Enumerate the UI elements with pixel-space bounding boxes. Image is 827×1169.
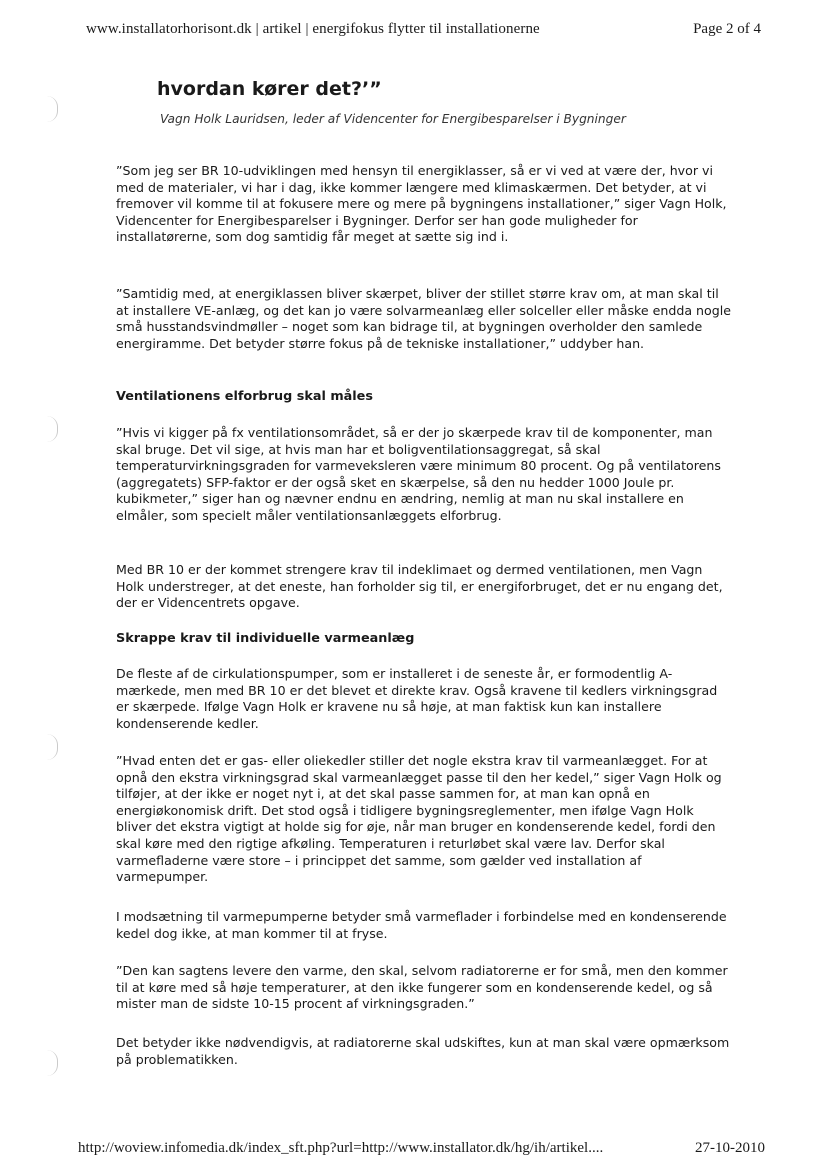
paragraph: ”Den kan sagtens levere den varme, den skal, selvom radiatorerne er for små, men den kommer til at køre med så høje temperaturer, at den ikke fungerer som en kondenserende kedel, og så mister man de sidste 10-15 procent af virkningsgraden.”	[116, 963, 728, 1012]
print-date: 27-10-2010	[695, 1140, 765, 1156]
paragraph: Med BR 10 er der kommet strengere krav til indeklimaet og dermed ventilationen, men Vagn Holk understreger, at det eneste, han forholder sig til, er energiforbruget, det er nu engang det, der er Videncentrets opgave.	[116, 562, 723, 611]
paragraph: Det betyder ikke nødvendigvis, at radiatorerne skal udskiftes, kun at man skal være opmærksom på problematikken.	[116, 1035, 730, 1067]
page-header-url: www.installatorhorisont.dk | artikel | energifokus flytter til installationerne	[86, 21, 540, 37]
binding-hole-mark	[47, 416, 58, 442]
paragraph: ”Som jeg ser BR 10-udviklingen med hensyn til energiklasser, så er vi ved at være der, hvor vi med de materialer, vi har i dag, ikke kommer længere med klimaskærmen. Det betyder, at vi fremover vil komme til at fokusere mere og mere på bygningens installationer,” siger Vagn Holk, Videncenter for Energibesparelser i Bygninger. Derfor ser han gode muligheder for installatørerne, som dog samtidig får meget at sætte sig ind i.	[116, 163, 727, 245]
paragraph: De fleste af de cirkulationspumper, som er installeret i de seneste år, er formodentlig A-mærkede, men med BR 10 er det blevet et direkte krav. Også kravene til kedlers virkningsgrad er skærpede. Ifølge Vagn Holk er kravene nu så høje, at man faktisk kun kan installere kondenserende kedler.	[116, 666, 718, 731]
section-heading: Skrappe krav til individuelle varmeanlæg	[116, 631, 415, 646]
page-number: Page 2 of 4	[693, 21, 761, 37]
binding-hole-mark	[47, 734, 58, 760]
article-byline: Vagn Holk Lauridsen, leder af Videncenter for Energibesparelser i Bygninger	[160, 112, 626, 126]
paragraph: ”Hvis vi kigger på fx ventilationsområdet, så er der jo skærpede krav til de komponenter, man skal bruge. Det vil sige, at hvis man har et boligventilationsaggregat, så skal temperaturvirkningsgraden for varmeveksleren være minimum 80 procent. Og på ventilatorens (aggregatets) SFP-faktor er der også sket en skærpelse, så den nu hedder 1000 Joule pr. kubikmeter,” siger han og nævner endnu en ændring, nemlig at man nu skal installere en elmåler, som specielt måler ventilationsanlæggets elforbrug.	[116, 425, 721, 523]
binding-hole-mark	[47, 1050, 58, 1076]
article-title: hvordan kører det?’”	[157, 78, 382, 100]
section-heading: Ventilationens elforbrug skal måles	[116, 389, 373, 404]
page-footer-url: http://woview.infomedia.dk/index_sft.php?url=http://www.installator.dk/hg/ih/artikel....	[78, 1140, 604, 1156]
paragraph: ”Hvad enten det er gas- eller oliekedler stiller det nogle ekstra krav til varmeanlægget. For at opnå den ekstra virkningsgrad skal varmeanlægget passe til den her kedel,” siger Vagn Holk og tilføjer, at der ikke er noget nyt i, at det skal passe sammen for, at man kan opnå en energiøkonomisk drift. Det stod også i tidligere bygningsreglementer, men ifølge Vagn Holk bliver det ekstra vigtigt at holde sig for øje, når man bruger en kondenserende kedel, fordi den skal køre med den rigtige afkøling. Temperaturen i returløbet skal være lav. Derfor skal varmefladerne være store – i princippet det samme, som gælder ved installation af varmepumper.	[116, 753, 722, 885]
binding-hole-mark	[47, 96, 58, 122]
paragraph: ”Samtidig med, at energiklassen bliver skærpet, bliver der stillet større krav om, at man skal til at installere VE-anlæg, og det kan jo være solvarmeanlæg eller solceller eller måske endda nogle små husstandsvindmøller – noget som kan bidrage til, at bygningen overholder den samlede energiramme. Det betyder større fokus på de tekniske installationer,” uddyber han.	[116, 286, 731, 351]
paragraph: I modsætning til varmepumperne betyder små varmeflader i forbindelse med en kondenserende kedel dog ikke, at man kommer til at fryse.	[116, 909, 727, 941]
